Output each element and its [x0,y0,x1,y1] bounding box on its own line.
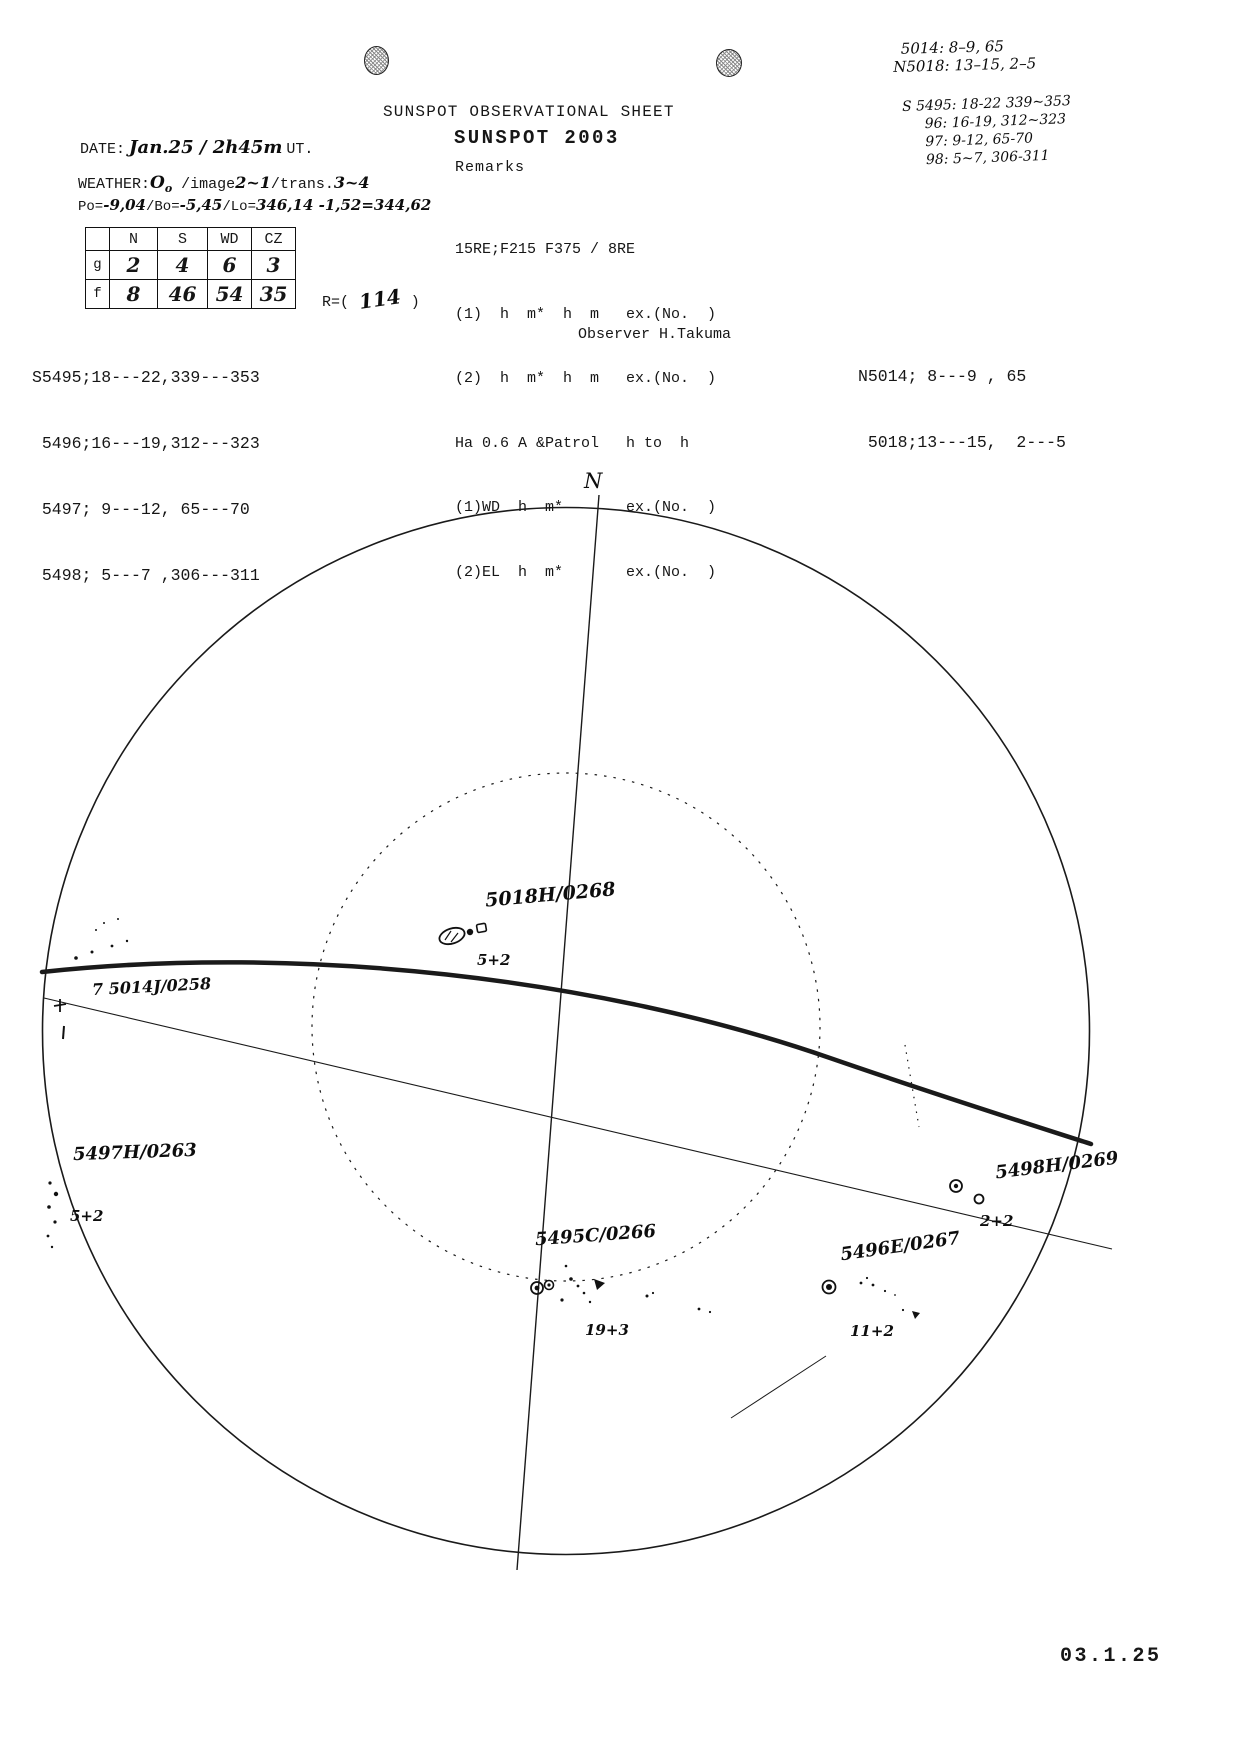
corner-cell [86,228,110,251]
group-list-line: 5496;16---19,312---323 [32,434,260,453]
solar-disk-outline [43,508,1090,1555]
col-header-wd: WD [208,228,252,251]
group-count-5495: 19+3 [585,1321,629,1339]
sunspot-counts-table [85,227,296,309]
group-list-line: N5014; 8---9 , 65 [858,367,1027,386]
note-line: 5014: 8–9, 65 [900,37,1005,58]
cell-f-cz: 35 [252,280,296,309]
punch-hole-left [364,46,389,75]
page-subtitle: SUNSPOT 2003 [454,127,620,149]
note-line: S 5495: 18-22 339~353 [901,93,1072,115]
solar-disk-drawing [0,450,1240,1753]
cell-g-n: 2 [110,251,158,280]
lo-value: 346,14 -1,52=344,62 [255,196,432,214]
remarks-label: Remarks [455,159,526,176]
punch-hole-right [716,49,742,77]
weather-symbol-subscript: o [164,182,173,195]
po-value: -9,04 [103,196,146,214]
group-list-line: 5498; 5---7 ,306---311 [32,566,260,585]
sunspot-group-5018-sketch [437,923,486,947]
weather-row [78,173,370,195]
weather-trans-label: /trans. [270,176,334,193]
group-count-5496: 11+2 [850,1322,894,1340]
note-line: 98: 5~7, 306-311 [925,147,1050,169]
weather-label: WEATHER: [78,176,151,193]
sunspot-group-5495-sketch [531,1265,711,1313]
group-label-5014: 7 5014J/0258 [91,973,212,1000]
group-count-5497: 5+2 [70,1207,104,1225]
cell-g-wd: 6 [208,251,252,280]
note-line: 97: 9-12, 65-70 [925,130,1034,151]
date-value: Jan.25 / 2h45m [129,137,283,158]
page-title: SUNSPOT OBSERVATIONAL SHEET [383,103,675,121]
table-row [86,251,296,280]
date-label: DATE: [80,141,126,158]
date-row [80,137,313,158]
group-label-5018: 5018H/0268 [484,878,617,912]
handwritten-note-north-groups [893,36,1037,76]
weather-image-label: /image [172,176,236,193]
cell-g-cz: 3 [252,251,296,280]
note-line: 96: 16-19, 312~323 [924,111,1067,133]
col-header-cz: CZ [252,228,296,251]
row-label-f: f [86,280,110,309]
remarks-line: (1) h m* h m ex.(No. ) [455,305,717,323]
table-header-row [86,228,296,251]
sunspot-group-5497-sketch [47,1181,59,1248]
col-header-n: N [110,228,158,251]
group-list-line: 5018;13---15, 2---5 [858,433,1066,452]
cell-f-s: 46 [158,280,208,309]
group-label-5495: 5495C/0266 [534,1220,657,1251]
sunspot-group-5496-sketch [823,1277,921,1319]
ephemeris-row [78,196,431,215]
cell-f-wd: 54 [208,280,252,309]
cell-f-n: 8 [110,280,158,309]
remarks-line: Ha 0.6 A &Patrol h to h [455,434,690,452]
weather-symbol: O [150,173,165,193]
north-direction-label: N [584,469,603,493]
group-label-5498: 5498H/0269 [994,1147,1120,1184]
group-label-5497: 5497H/0263 [72,1139,198,1166]
weather-image-value: 2~1 [235,173,271,192]
observer-line: Observer H.Takuma [578,326,732,343]
r-value: 114 [357,284,403,314]
weather-trans-value: 3~4 [333,173,370,192]
r-suffix: ) [410,294,420,311]
relative-number-row [322,284,420,314]
remarks-line: (2)EL h m* ex.(No. ) [455,563,717,581]
remarks-line: (2) h m* h m ex.(No. ) [455,370,717,387]
remarks-line: (1)WD h m* ex.(No. ) [455,499,717,516]
cell-g-s: 4 [158,251,208,280]
stray-pencil-line [731,1356,826,1418]
remarks-line: 15RE;F215 F375 / 8RE [455,241,636,258]
central-meridian-line [517,495,599,1570]
date-stamp: 03.1.25 [1060,1645,1162,1668]
bo-label: /Bo= [145,199,180,215]
col-header-s: S [158,228,208,251]
group-count-5018: 5+2 [477,951,511,969]
group-label-5496: 5496E/0267 [839,1227,962,1266]
date-suffix: UT. [286,141,314,158]
po-label: Po= [78,199,104,215]
inner-guide-circle [312,773,820,1281]
table-row [86,280,296,309]
sunspot-group-5498-sketch [950,1180,984,1204]
group-list-line: S5495;18---22,339---353 [32,368,260,387]
diagonal-guide-line [44,998,1112,1249]
note-line: N5018: 13–15, 2–5 [893,54,1037,76]
handwritten-note-south-groups [902,92,1073,170]
group-count-5498: 2+2 [980,1212,1014,1230]
r-prefix: R=( [322,294,350,311]
row-label-g: g [86,251,110,280]
lo-label: /Lo= [222,199,256,215]
bo-value: -5,45 [179,196,223,214]
group-list-line: 5497; 9---12, 65---70 [32,500,250,519]
